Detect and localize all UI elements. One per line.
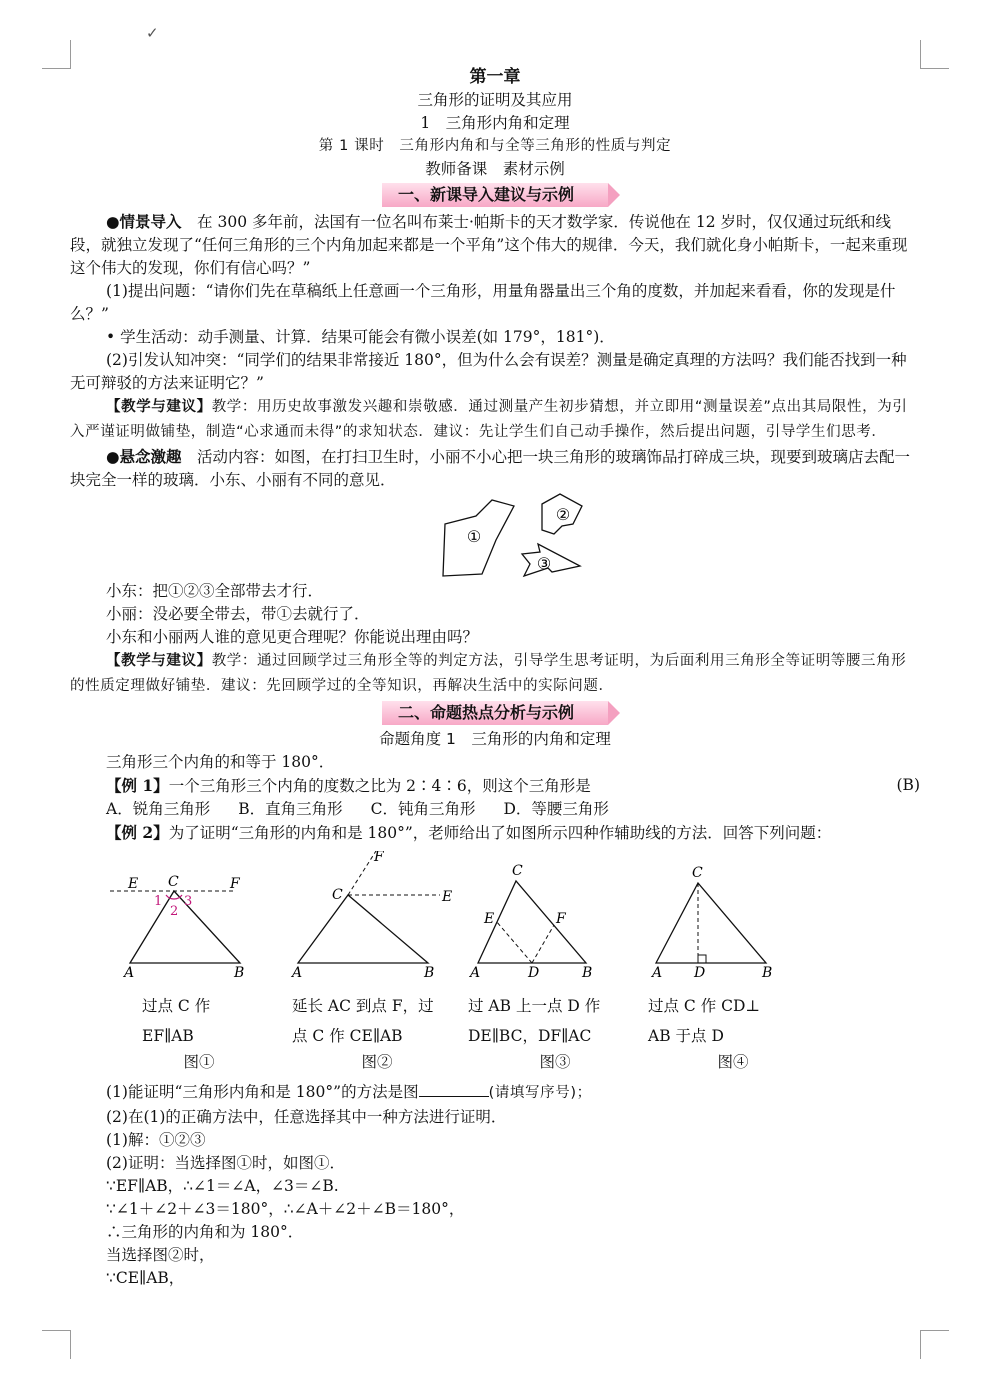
line-cf [348, 851, 376, 895]
page-content [70, 66, 920, 1290]
student-activity: • 学生活动：动手测量、计算．结果可能会有微小误差(如 179°，181°)． [106, 328, 615, 346]
figure-3-svg [466, 851, 636, 981]
advice-2 [70, 649, 920, 699]
advice-label: 【教学与建议】 [106, 399, 212, 415]
question-part-2: (2)在(1)的正确方法中，任意选择其中一种方法进行证明． [106, 1108, 507, 1126]
section-banner-2: 二、命题热点分析与示例 [382, 701, 608, 725]
theorem: 三角形三个内角的和等于 180°． [106, 753, 335, 771]
point-c: C [512, 863, 523, 879]
solution-6: 当选择图②时， [106, 1246, 215, 1264]
solution-3: ∵EF∥AB，∴∠1＝∠A，∠3＝∠B. [106, 1177, 339, 1195]
dialogue-3: 小东和小丽两人谁的意见更合理呢？你能说出理由吗？ [106, 628, 479, 646]
figure-2-caption-1: 延长 AC 到点 F，过 [292, 997, 434, 1015]
section-banner-1: 一、新课导入建议与示例 [382, 183, 608, 207]
point-b: B [424, 965, 435, 981]
point-a: A [652, 965, 663, 981]
figure-4-svg [644, 851, 814, 981]
example-1-label: 【例 1】 [106, 776, 169, 795]
point-a: A [292, 965, 303, 981]
section-title: 1 三角形内角和定理 [420, 114, 570, 132]
figure-3-caption-1: 过 AB 上一点 D 作 [468, 997, 601, 1015]
figure-3-label: 图③ [539, 1053, 571, 1071]
point-e: E [484, 911, 495, 927]
answer-blank[interactable] [419, 1082, 489, 1097]
piece-label-1: ① [466, 527, 482, 546]
example-1-text: 一个三角形三个内角的度数之比为 2∶4∶6，则这个三角形是 [168, 777, 591, 795]
crop-mark-top-right [920, 40, 949, 69]
figure-2-caption-2: 点 C 作 CE∥AB [292, 1027, 403, 1045]
question-2: (2)引发认知冲突：“同学们的结果非常接近 180°，但为什么会有误差？测量是确定真理的方法吗？我们能否找到一种无可辩驳的方法来证明它？” [70, 351, 907, 392]
point-f: F [374, 851, 384, 865]
question-part-1 [70, 1081, 920, 1106]
line-df [532, 925, 554, 963]
situation-paragraph [70, 210, 920, 280]
figure-4-caption-2: AB 于点 D [648, 1027, 724, 1045]
option-d: D．等腰三角形 [503, 800, 609, 818]
question-part-1-note: (请填写序号)； [488, 1085, 592, 1101]
angle-mark [166, 895, 182, 899]
figure-1-caption-2: EF∥AB [142, 1027, 194, 1045]
example-1-answer: (B) [896, 776, 920, 794]
point-c: C [168, 874, 179, 890]
figure-1-caption-1: 过点 C 作 [142, 997, 211, 1015]
check-mark-icon: ✓ [146, 24, 159, 42]
figure-4-caption-1: 过点 C 作 CD⊥ [648, 997, 761, 1015]
figure-1-label: 图① [183, 1053, 215, 1071]
point-b: B [582, 965, 593, 981]
point-e: E [442, 889, 453, 905]
subtitle: 教师备课 素材示例 [425, 160, 565, 178]
triangle-abc [298, 895, 428, 963]
example-1-options [70, 798, 920, 821]
angle-title: 命题角度 1 三角形的内角和定理 [379, 730, 611, 748]
crop-mark-bottom-left [42, 1330, 71, 1359]
dialogue-1: 小东：把①②③全部带去才行． [106, 582, 324, 600]
figure-4-label: 图④ [717, 1053, 749, 1071]
crop-mark-bottom-right [920, 1330, 949, 1359]
figure-2-label: 图② [361, 1053, 393, 1071]
suspense-label: ●悬念激趣 [106, 447, 182, 466]
angle-3: 3 [184, 894, 193, 909]
figure-3 [466, 851, 644, 1077]
point-b: B [234, 965, 245, 981]
question-1: (1)提出问题：“请你们先在草稿纸上任意画一个三角形，用量角器量出三个角的度数，并加起来看看，你的发现是什么？” [70, 282, 896, 323]
angle-1: 1 [154, 894, 163, 909]
glass-pieces-figure [70, 492, 920, 580]
glass-pieces-svg [70, 492, 920, 580]
right-angle-mark [698, 955, 706, 963]
crop-mark-top-left [42, 40, 71, 69]
example-2 [70, 821, 920, 845]
suspense-paragraph [70, 445, 920, 492]
solution-5: ∴三角形的内角和为 180°． [106, 1223, 304, 1241]
option-b: B．直角三角形 [238, 800, 343, 818]
question-part-1-text: (1)能证明“三角形内角和是 180°”的方法是图 [106, 1083, 419, 1101]
advice-label: 【教学与建议】 [106, 653, 212, 669]
solution-1: (1)解：①②③ [106, 1131, 206, 1149]
option-a: A．锐角三角形 [106, 800, 211, 818]
point-d: D [528, 965, 540, 981]
advice-1 [70, 395, 920, 445]
figure-4 [644, 851, 822, 1077]
example-2-text: 为了证明“三角形的内角和是 180°”，老师给出了如图所示四种作辅助线的方法．回答下列问题： [168, 824, 832, 842]
line-de [496, 921, 532, 963]
point-f: F [230, 876, 240, 892]
figure-1-svg [110, 851, 280, 981]
advice-text: 教学：用历史故事激发兴趣和崇敬感．通过测量产生初步猜想，并立即用“测量误差”点出其局限性，为引入严谨证明做铺垫，制造“心求通而未得”的求知状态．建议：先让学生们自己动手操作，然后提出问题，引导学生们思考． [70, 399, 908, 440]
lesson-title: 第 1 课时 三角形内角和与全等三角形的性质与判定 [318, 138, 672, 154]
triangle-abc [656, 883, 766, 963]
dialogue-2: 小丽：没必要全带去，带①去就行了． [106, 605, 370, 623]
figure-2 [288, 851, 466, 1077]
situation-text: 在 300 多年前，法国有一位名叫布莱士·帕斯卡的天才数学家．传说他在 12 岁时，仅仅通过玩纸和线段，就独立发现了“任何三角形的三个内角加起来都是一个平角”这个伟大的规律．今天，我们就化身小帕斯卡，一起来重现这个伟大的发现，你们有信心吗？” [70, 213, 908, 277]
point-d: D [694, 965, 706, 981]
advice-text: 教学：通过回顾学过三角形全等的判定方法，引导学生思考证明，为后面利用三角形全等证明等腰三角形的性质定理做好铺垫．建议：先回顾学过的全等知识，再解决生活中的实际问题． [70, 653, 907, 694]
point-f: F [556, 911, 566, 927]
suspense-text: 活动内容：如图，在打扫卫生时，小丽不小心把一块三角形的玻璃饰品打碎成三块，现要到玻璃店去配一块完全一样的玻璃．小东、小丽有不同的意见． [70, 448, 911, 489]
solution-4: ∵∠1＋∠2＋∠3＝180°，∴∠A＋∠2＋∠B＝180°， [106, 1200, 465, 1218]
figure-3-caption-2: DE∥BC，DF∥AC [468, 1027, 592, 1045]
angle-2: 2 [170, 904, 179, 919]
example-2-label: 【例 2】 [106, 823, 169, 842]
solution-7: ∵CE∥AB， [106, 1269, 185, 1287]
point-b: B [762, 965, 773, 981]
point-c: C [332, 887, 343, 903]
option-c: C．钝角三角形 [370, 800, 476, 818]
figures-row [110, 851, 920, 1077]
solution-2: (2)证明：当选择图①时，如图①． [106, 1154, 345, 1172]
piece-label-3: ③ [536, 554, 552, 573]
chapter-title: 三角形的证明及其应用 [417, 91, 573, 109]
piece-label-2: ② [555, 505, 571, 524]
figure-1 [110, 851, 288, 1077]
point-e: E [128, 876, 139, 892]
point-a: A [470, 965, 481, 981]
situation-label: ●情景导入 [106, 212, 182, 231]
point-a: A [124, 965, 135, 981]
figure-2-svg [288, 851, 458, 981]
chapter-heading: 第一章 [469, 67, 521, 87]
example-1 [70, 774, 920, 798]
point-c: C [692, 865, 703, 881]
